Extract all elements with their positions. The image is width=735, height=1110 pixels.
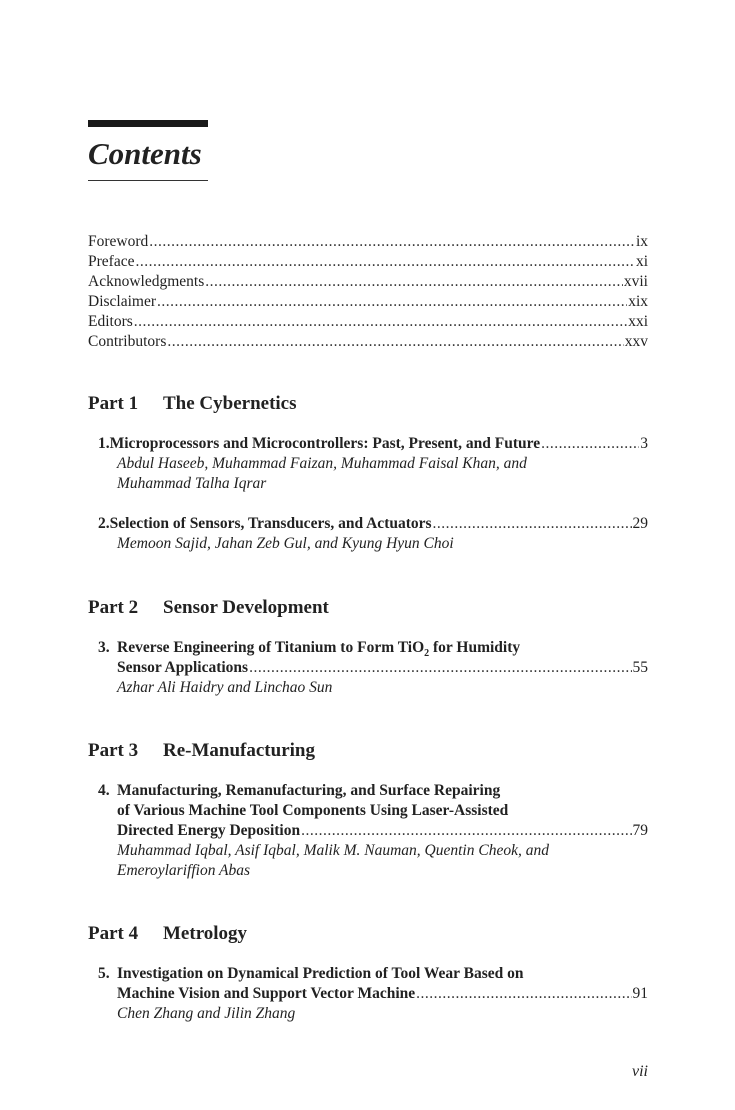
title-rule — [88, 180, 208, 181]
part-heading-2 — [88, 596, 329, 620]
part-number: Part 3 — [88, 740, 139, 761]
title-bar — [88, 120, 208, 127]
chapter-entry-2[interactable] — [98, 514, 648, 554]
chapter-authors: Abdul Haseeb, Muhammad Faizan, Muhammad Faisal Khan, and — [117, 455, 527, 472]
toc-row-foreword[interactable] — [88, 232, 648, 252]
chapter-number: 1. — [98, 435, 110, 452]
part-number: Part 2 — [88, 597, 139, 618]
chapter-page-number: 3 — [640, 435, 648, 452]
part-heading-3 — [88, 739, 315, 763]
toc-page-number: xxi — [628, 313, 648, 330]
chapter-entry-5[interactable] — [98, 964, 648, 1024]
chapter-authors: Memoon Sajid, Jahan Zeb Gul, and Kyung Hyun Choi — [117, 535, 454, 552]
chapter-authors: Emeroylariffion Abas — [117, 862, 251, 879]
chapter-authors: Muhammad Talha Iqrar — [117, 475, 267, 492]
chapter-entry-3[interactable] — [98, 638, 648, 698]
toc-row-disclaimer[interactable] — [88, 292, 648, 312]
chapter-page-number: 91 — [632, 985, 648, 1002]
chapter-page-number: 79 — [632, 822, 648, 839]
toc-label: Disclaimer — [88, 293, 157, 310]
page-title: Contents — [88, 136, 202, 171]
toc-row-editors[interactable] — [88, 312, 648, 332]
part-number: Part 4 — [88, 923, 139, 944]
chapter-title-continued: Directed Energy Deposition — [117, 822, 301, 839]
part-heading-1 — [88, 392, 297, 416]
toc-page-number: xix — [628, 293, 648, 310]
chapter-title: Investigation on Dynamical Prediction of Tool Wear Based on — [117, 965, 524, 982]
part-heading-4 — [88, 922, 247, 946]
chapter-authors: Chen Zhang and Jilin Zhang — [117, 1005, 296, 1022]
toc-page-number: xvii — [623, 273, 648, 290]
toc-label: Contributors — [88, 333, 167, 350]
chapter-authors: Azhar Ali Haidry and Linchao Sun — [117, 679, 333, 696]
chapter-authors: Muhammad Iqbal, Asif Iqbal, Malik M. Nauman, Quentin Cheok, and — [117, 842, 549, 859]
chapter-number: 2. — [98, 515, 110, 532]
chapter-number: 3. — [98, 639, 110, 656]
chapter-page-number: 29 — [632, 515, 648, 532]
toc-label: Foreword — [88, 233, 149, 250]
part-number: Part 1 — [88, 393, 139, 414]
toc-page-number: xxv — [624, 333, 648, 350]
part-title: Re-Manufacturing — [163, 740, 315, 761]
chapter-entry-1[interactable] — [98, 434, 648, 494]
toc-page-number: xi — [635, 253, 648, 270]
part-title: Sensor Development — [163, 597, 329, 618]
toc-label: Preface — [88, 253, 135, 270]
chapter-number: 4. — [98, 782, 110, 799]
page-folio: vii — [632, 1063, 648, 1080]
toc-row-acknowledgments[interactable] — [88, 272, 648, 292]
toc-label: Editors — [88, 313, 133, 330]
chapter-title: Microprocessors and Microcontrollers: Past, Present, and Future — [109, 435, 541, 452]
part-title: Metrology — [163, 923, 248, 944]
toc-row-contributors[interactable] — [88, 332, 648, 352]
chapter-entry-4[interactable] — [98, 781, 648, 881]
chapter-title: Reverse Engineering of Titanium to Form TiO$_2$ for Humidity — [117, 639, 521, 660]
chapter-number: 5. — [98, 965, 110, 982]
toc-row-preface[interactable] — [88, 252, 648, 272]
chapter-title: Manufacturing, Remanufacturing, and Surface Repairing — [117, 782, 501, 799]
toc-label: Acknowledgments — [88, 273, 205, 290]
toc-page — [88, 0, 648, 1110]
chapter-title: Selection of Sensors, Transducers, and Actuators — [109, 515, 432, 532]
chapter-title-continued: Sensor Applications — [117, 659, 249, 676]
chapter-title-continued: of Various Machine Tool Components Using Laser-Assisted — [117, 802, 509, 819]
toc-page-number: ix — [635, 233, 648, 250]
chapter-title-continued: Machine Vision and Support Vector Machine — [117, 985, 416, 1002]
front-matter-list — [88, 232, 648, 352]
chapter-page-number: 55 — [632, 659, 648, 676]
title-block — [88, 120, 208, 181]
part-title: The Cybernetics — [163, 393, 297, 414]
